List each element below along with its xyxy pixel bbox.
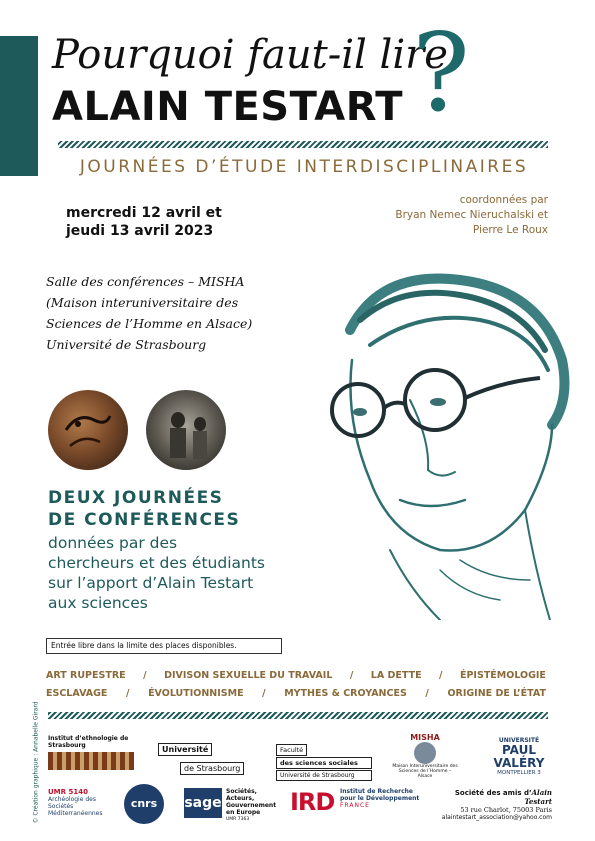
headline-description xyxy=(48,533,265,613)
ethnology-frieze-image xyxy=(48,752,134,770)
misha-emblem-icon xyxy=(414,742,436,764)
date-line-2: jeudi 13 avril 2023 xyxy=(66,223,214,239)
coordination-credits xyxy=(360,193,548,238)
theme-item: ART RUPESTRE xyxy=(46,670,126,681)
theme-separator: / xyxy=(143,670,147,681)
theme-item: LA DETTE xyxy=(370,670,422,681)
coordination-label: coordonnées par xyxy=(459,194,548,206)
theme-separator: / xyxy=(439,670,443,681)
venue-line-1: Salle des conférences – MISHA xyxy=(46,274,245,289)
society-title-prefix: Société des amis d’ xyxy=(454,789,532,797)
asm-logo xyxy=(48,788,118,817)
theme-separator: / xyxy=(425,688,429,699)
theme-item: ÉPISTÉMOLOGIE xyxy=(459,670,546,681)
faculty-name-3: Université de Strasbourg xyxy=(276,770,372,781)
ethnology-institute-logo xyxy=(48,735,134,770)
misha-name: MISHA xyxy=(410,733,440,742)
faculty-name-1: Faculté xyxy=(276,744,307,756)
ird-mark: IRD xyxy=(290,788,335,816)
venue-line-4: Université de Strasbourg xyxy=(46,337,207,352)
teal-accent-bar xyxy=(0,36,38,176)
sage-mark: sage xyxy=(184,788,222,818)
description-line-4: aux sciences xyxy=(48,594,148,612)
venue-line-2: (Maison interuniversitaire des xyxy=(46,295,239,310)
sage-umr: UMR 7363 xyxy=(226,817,250,822)
description-line-2: chercheurs et des étudiants xyxy=(48,554,265,572)
date-line-1: mercredi 12 avril et xyxy=(66,205,222,221)
headline xyxy=(48,487,240,531)
social-sciences-faculty-logo xyxy=(276,737,372,781)
hatch-divider-bottom xyxy=(48,712,548,719)
subtitle: JOURNÉES D’ÉTUDE INTERDISCIPLINAIRES xyxy=(79,157,529,177)
paul-valery-logo xyxy=(486,737,552,776)
valery-line-2: PAUL VALÉRY xyxy=(493,743,545,770)
cnrs-logo: cnrs xyxy=(124,784,164,824)
valery-line-1: UNIVERSITÉ xyxy=(498,737,540,744)
sage-description: Sociétés, Acteurs, Gouvernement en Europe xyxy=(226,788,277,816)
theme-item: DIVISON SEXUELLE DU TRAVAIL xyxy=(164,670,333,681)
misha-logo xyxy=(392,733,458,779)
testart-society-logo xyxy=(440,788,552,821)
portrait-illustration xyxy=(290,250,590,620)
description-line-3: sur l’apport d’Alain Testart xyxy=(48,574,254,592)
valery-line-3: MONTPELLIER 3 xyxy=(497,770,541,776)
description-line-1: données par des xyxy=(48,534,178,552)
coordinator-1: Bryan Nemec Nieruchalski et xyxy=(395,209,548,221)
theme-item: ESCLAVAGE xyxy=(46,688,108,699)
sage-logo xyxy=(184,788,277,822)
society-title-name: Alain Testart xyxy=(524,788,552,806)
question-mark-glyph: ? xyxy=(412,11,470,136)
event-dates xyxy=(66,204,222,240)
entry-note: Entrée libre dans la limite des places disponibles. xyxy=(46,638,282,654)
unistra-name-2: de Strasbourg xyxy=(180,762,244,775)
hatch-divider-top xyxy=(58,141,548,148)
coordinator-2: Pierre Le Roux xyxy=(472,224,548,236)
title-line-1: Pourquoi faut-il lire xyxy=(52,32,448,78)
cave-art-photo xyxy=(48,390,128,470)
asm-umr: UMR 5140 xyxy=(48,788,88,796)
themes-row-1 xyxy=(46,670,546,681)
ird-logo xyxy=(290,788,430,816)
ethnographic-photo xyxy=(146,390,226,470)
design-credit: © Création graphique : Annabelle Girard xyxy=(32,701,40,824)
society-address: 53 rue Charlot, 75003 Paris xyxy=(460,806,552,814)
faculty-name-2: des sciences sociales xyxy=(276,757,372,769)
theme-item: ÉVOLUTIONNISME xyxy=(148,688,244,699)
theme-separator: / xyxy=(126,688,130,699)
society-email: alaintestart_association@yahoo.com xyxy=(441,814,552,821)
title-line-2: ALAIN TESTART xyxy=(52,84,404,130)
theme-item: ORIGINE DE L’ÉTAT xyxy=(447,688,546,699)
headline-line-2: DE CONFÉRENCES xyxy=(48,510,241,530)
misha-description: Maison Interuniversitaire des Sciences de l’Homme – Alsace xyxy=(392,764,458,779)
themes-row-2 xyxy=(46,688,546,699)
ird-country: FRANCE xyxy=(340,802,370,809)
ird-description: Institut de Recherche pour le Développement xyxy=(340,788,420,802)
theme-item: MYTHES & CROYANCES xyxy=(284,688,407,699)
society-title xyxy=(440,788,552,806)
venue-line-3: Sciences de l’Homme en Alsace) xyxy=(46,316,253,331)
theme-separator: / xyxy=(349,670,354,681)
theme-separator: / xyxy=(262,688,266,699)
unistra-name-1: Université xyxy=(158,743,212,756)
unistra-logo xyxy=(158,737,250,775)
asm-name: Archéologie des Sociétés Méditerranéennes xyxy=(48,796,103,817)
ethnology-institute-name: Institut d’ethnologie de Strasbourg xyxy=(48,735,129,749)
venue-block xyxy=(46,271,252,355)
headline-line-1: DEUX JOURNÉES xyxy=(48,488,224,508)
